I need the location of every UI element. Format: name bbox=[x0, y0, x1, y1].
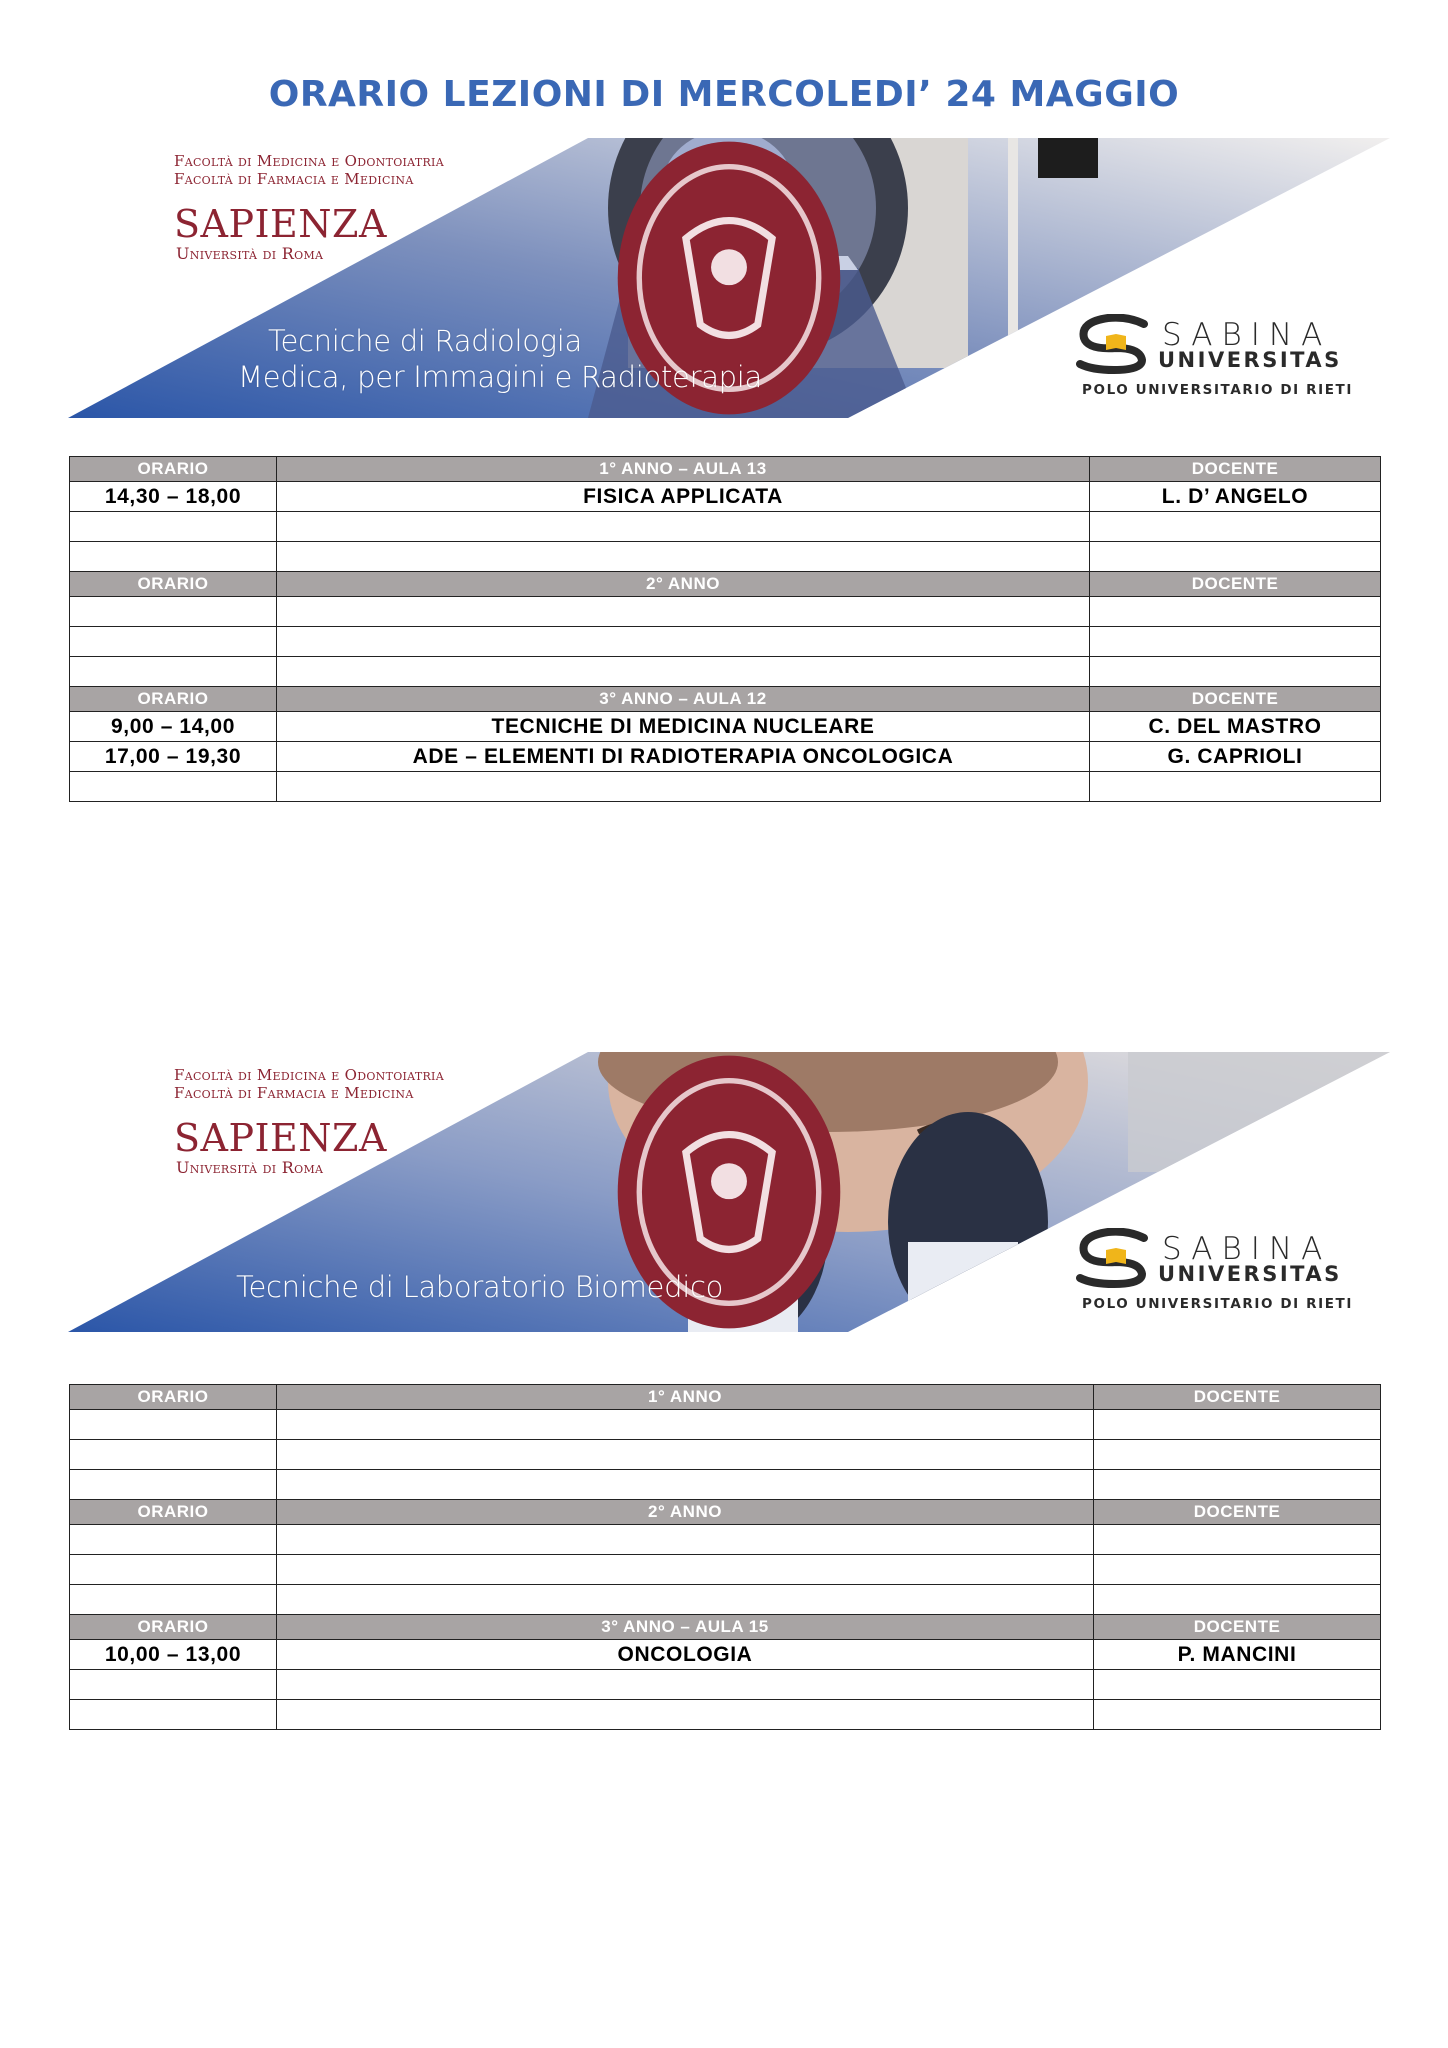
cell-subject: ONCOLOGIA bbox=[277, 1640, 1094, 1670]
table-row bbox=[70, 742, 1381, 772]
sabina-logo bbox=[1070, 314, 1370, 404]
table-row bbox=[70, 1525, 1381, 1555]
cell-time bbox=[70, 1470, 277, 1500]
cell-teacher: G. CAPRIOLI bbox=[1090, 742, 1381, 772]
university-subtitle: Università di Roma bbox=[176, 244, 324, 263]
year-label: 1° ANNO – AULA 13 bbox=[277, 457, 1090, 482]
cell-teacher bbox=[1094, 1700, 1381, 1730]
cell-time bbox=[70, 542, 277, 572]
col-orario: ORARIO bbox=[70, 687, 277, 712]
cell-teacher bbox=[1090, 512, 1381, 542]
cell-subject bbox=[277, 1670, 1094, 1700]
col-docente: DOCENTE bbox=[1094, 1500, 1381, 1525]
table-row bbox=[70, 1670, 1381, 1700]
col-orario: ORARIO bbox=[70, 572, 277, 597]
table-row bbox=[70, 597, 1381, 627]
cell-subject: TECNICHE DI MEDICINA NUCLEARE bbox=[277, 712, 1090, 742]
table-row bbox=[70, 482, 1381, 512]
cell-time: 9,00 – 14,00 bbox=[70, 712, 277, 742]
cell-teacher bbox=[1090, 772, 1381, 802]
col-docente: DOCENTE bbox=[1090, 687, 1381, 712]
course-title-line-2: Medica, per Immagini e Radioterapia bbox=[238, 360, 763, 394]
sabina-polo: POLO UNIVERSITARIO DI RIETI bbox=[1082, 1296, 1353, 1312]
table-row bbox=[70, 772, 1381, 802]
year-label: 1° ANNO bbox=[277, 1385, 1094, 1410]
col-docente: DOCENTE bbox=[1090, 572, 1381, 597]
year-header-1 bbox=[70, 1385, 1381, 1410]
year-label: 3° ANNO – AULA 12 bbox=[277, 687, 1090, 712]
year-label: 2° ANNO bbox=[277, 1500, 1094, 1525]
table-row bbox=[70, 1700, 1381, 1730]
page-title: ORARIO LEZIONI DI MERCOLEDI’ 24 MAGGIO bbox=[268, 74, 1180, 115]
year-header-3 bbox=[70, 687, 1381, 712]
cell-subject bbox=[277, 1470, 1094, 1500]
cell-subject bbox=[277, 1700, 1094, 1730]
cell-subject bbox=[277, 597, 1090, 627]
cell-teacher: L. D’ ANGELO bbox=[1090, 482, 1381, 512]
year-label: 3° ANNO – AULA 15 bbox=[277, 1615, 1094, 1640]
year-header-2 bbox=[70, 1500, 1381, 1525]
cell-time bbox=[70, 597, 277, 627]
cell-subject bbox=[277, 657, 1090, 687]
cell-time bbox=[70, 627, 277, 657]
sabina-universitas: UNIVERSITAS bbox=[1158, 348, 1342, 372]
faculty-line-2: Facoltà di Farmacia e Medicina bbox=[174, 1084, 414, 1102]
cell-time: 14,30 – 18,00 bbox=[70, 482, 277, 512]
faculty-line-2: Facoltà di Farmacia e Medicina bbox=[174, 170, 414, 188]
sabina-s-icon bbox=[1070, 314, 1160, 374]
cell-subject bbox=[277, 1585, 1094, 1615]
col-orario: ORARIO bbox=[70, 457, 277, 482]
table-row bbox=[70, 1585, 1381, 1615]
year-label: 2° ANNO bbox=[277, 572, 1090, 597]
university-subtitle: Università di Roma bbox=[176, 1158, 324, 1177]
table-row bbox=[70, 712, 1381, 742]
cell-time bbox=[70, 1700, 277, 1730]
year-header-1 bbox=[70, 457, 1381, 482]
cell-subject bbox=[277, 512, 1090, 542]
cell-teacher bbox=[1094, 1440, 1381, 1470]
col-orario: ORARIO bbox=[70, 1385, 277, 1410]
col-docente: DOCENTE bbox=[1094, 1615, 1381, 1640]
cell-subject: FISICA APPLICATA bbox=[277, 482, 1090, 512]
sabina-polo: POLO UNIVERSITARIO DI RIETI bbox=[1082, 382, 1353, 398]
cell-teacher bbox=[1090, 627, 1381, 657]
table-row bbox=[70, 1440, 1381, 1470]
banner-radiologia bbox=[68, 138, 1390, 418]
table-row bbox=[70, 542, 1381, 572]
sabina-logo bbox=[1070, 1228, 1370, 1318]
cell-teacher bbox=[1090, 657, 1381, 687]
cell-subject bbox=[277, 1440, 1094, 1470]
course-title-line-1: Tecniche di Laboratorio Biomedico bbox=[236, 1270, 724, 1304]
cell-time bbox=[70, 657, 277, 687]
table-row bbox=[70, 1555, 1381, 1585]
cell-time: 10,00 – 13,00 bbox=[70, 1640, 277, 1670]
cell-teacher bbox=[1094, 1525, 1381, 1555]
year-header-3 bbox=[70, 1615, 1381, 1640]
col-orario: ORARIO bbox=[70, 1500, 277, 1525]
sapienza-wordmark: SAPIENZA bbox=[174, 1116, 387, 1160]
cell-subject bbox=[277, 627, 1090, 657]
sapienza-wordmark: SAPIENZA bbox=[174, 202, 387, 246]
cell-teacher bbox=[1094, 1410, 1381, 1440]
col-orario: ORARIO bbox=[70, 1615, 277, 1640]
cell-teacher bbox=[1094, 1670, 1381, 1700]
schedule-table-laboratorio bbox=[69, 1384, 1381, 1730]
cell-teacher bbox=[1090, 597, 1381, 627]
cell-teacher: P. MANCINI bbox=[1094, 1640, 1381, 1670]
cell-subject bbox=[277, 542, 1090, 572]
sabina-name: SABINA bbox=[1162, 1231, 1332, 1267]
table-row bbox=[70, 1470, 1381, 1500]
cell-teacher bbox=[1090, 542, 1381, 572]
cell-subject: ADE – ELEMENTI DI RADIOTERAPIA ONCOLOGICA bbox=[277, 742, 1090, 772]
cell-time bbox=[70, 1670, 277, 1700]
faculty-line-1: Facoltà di Medicina e Odontoiatria bbox=[174, 152, 444, 170]
cell-time bbox=[70, 1440, 277, 1470]
cell-subject bbox=[277, 1555, 1094, 1585]
col-docente: DOCENTE bbox=[1090, 457, 1381, 482]
col-docente: DOCENTE bbox=[1094, 1385, 1381, 1410]
sabina-name: SABINA bbox=[1162, 317, 1332, 353]
cell-subject bbox=[277, 1410, 1094, 1440]
faculty-line-1: Facoltà di Medicina e Odontoiatria bbox=[174, 1066, 444, 1084]
cell-time bbox=[70, 772, 277, 802]
table-row bbox=[70, 512, 1381, 542]
table-row bbox=[70, 1640, 1381, 1670]
schedule-table-radiologia bbox=[69, 456, 1381, 802]
cell-teacher bbox=[1094, 1555, 1381, 1585]
cell-time bbox=[70, 1555, 277, 1585]
cell-subject bbox=[277, 772, 1090, 802]
sabina-universitas: UNIVERSITAS bbox=[1158, 1262, 1342, 1286]
cell-time bbox=[70, 1525, 277, 1555]
cell-time bbox=[70, 512, 277, 542]
cell-teacher bbox=[1094, 1470, 1381, 1500]
cell-time bbox=[70, 1410, 277, 1440]
cell-time bbox=[70, 1585, 277, 1615]
cell-subject bbox=[277, 1525, 1094, 1555]
year-header-2 bbox=[70, 572, 1381, 597]
cell-teacher: C. DEL MASTRO bbox=[1090, 712, 1381, 742]
banner-laboratorio bbox=[68, 1052, 1390, 1332]
course-title-line-1: Tecniche di Radiologia bbox=[268, 324, 583, 358]
sabina-s-icon bbox=[1070, 1228, 1160, 1288]
cell-time: 17,00 – 19,30 bbox=[70, 742, 277, 772]
table-row bbox=[70, 1410, 1381, 1440]
table-row bbox=[70, 627, 1381, 657]
cell-teacher bbox=[1094, 1585, 1381, 1615]
table-row bbox=[70, 657, 1381, 687]
